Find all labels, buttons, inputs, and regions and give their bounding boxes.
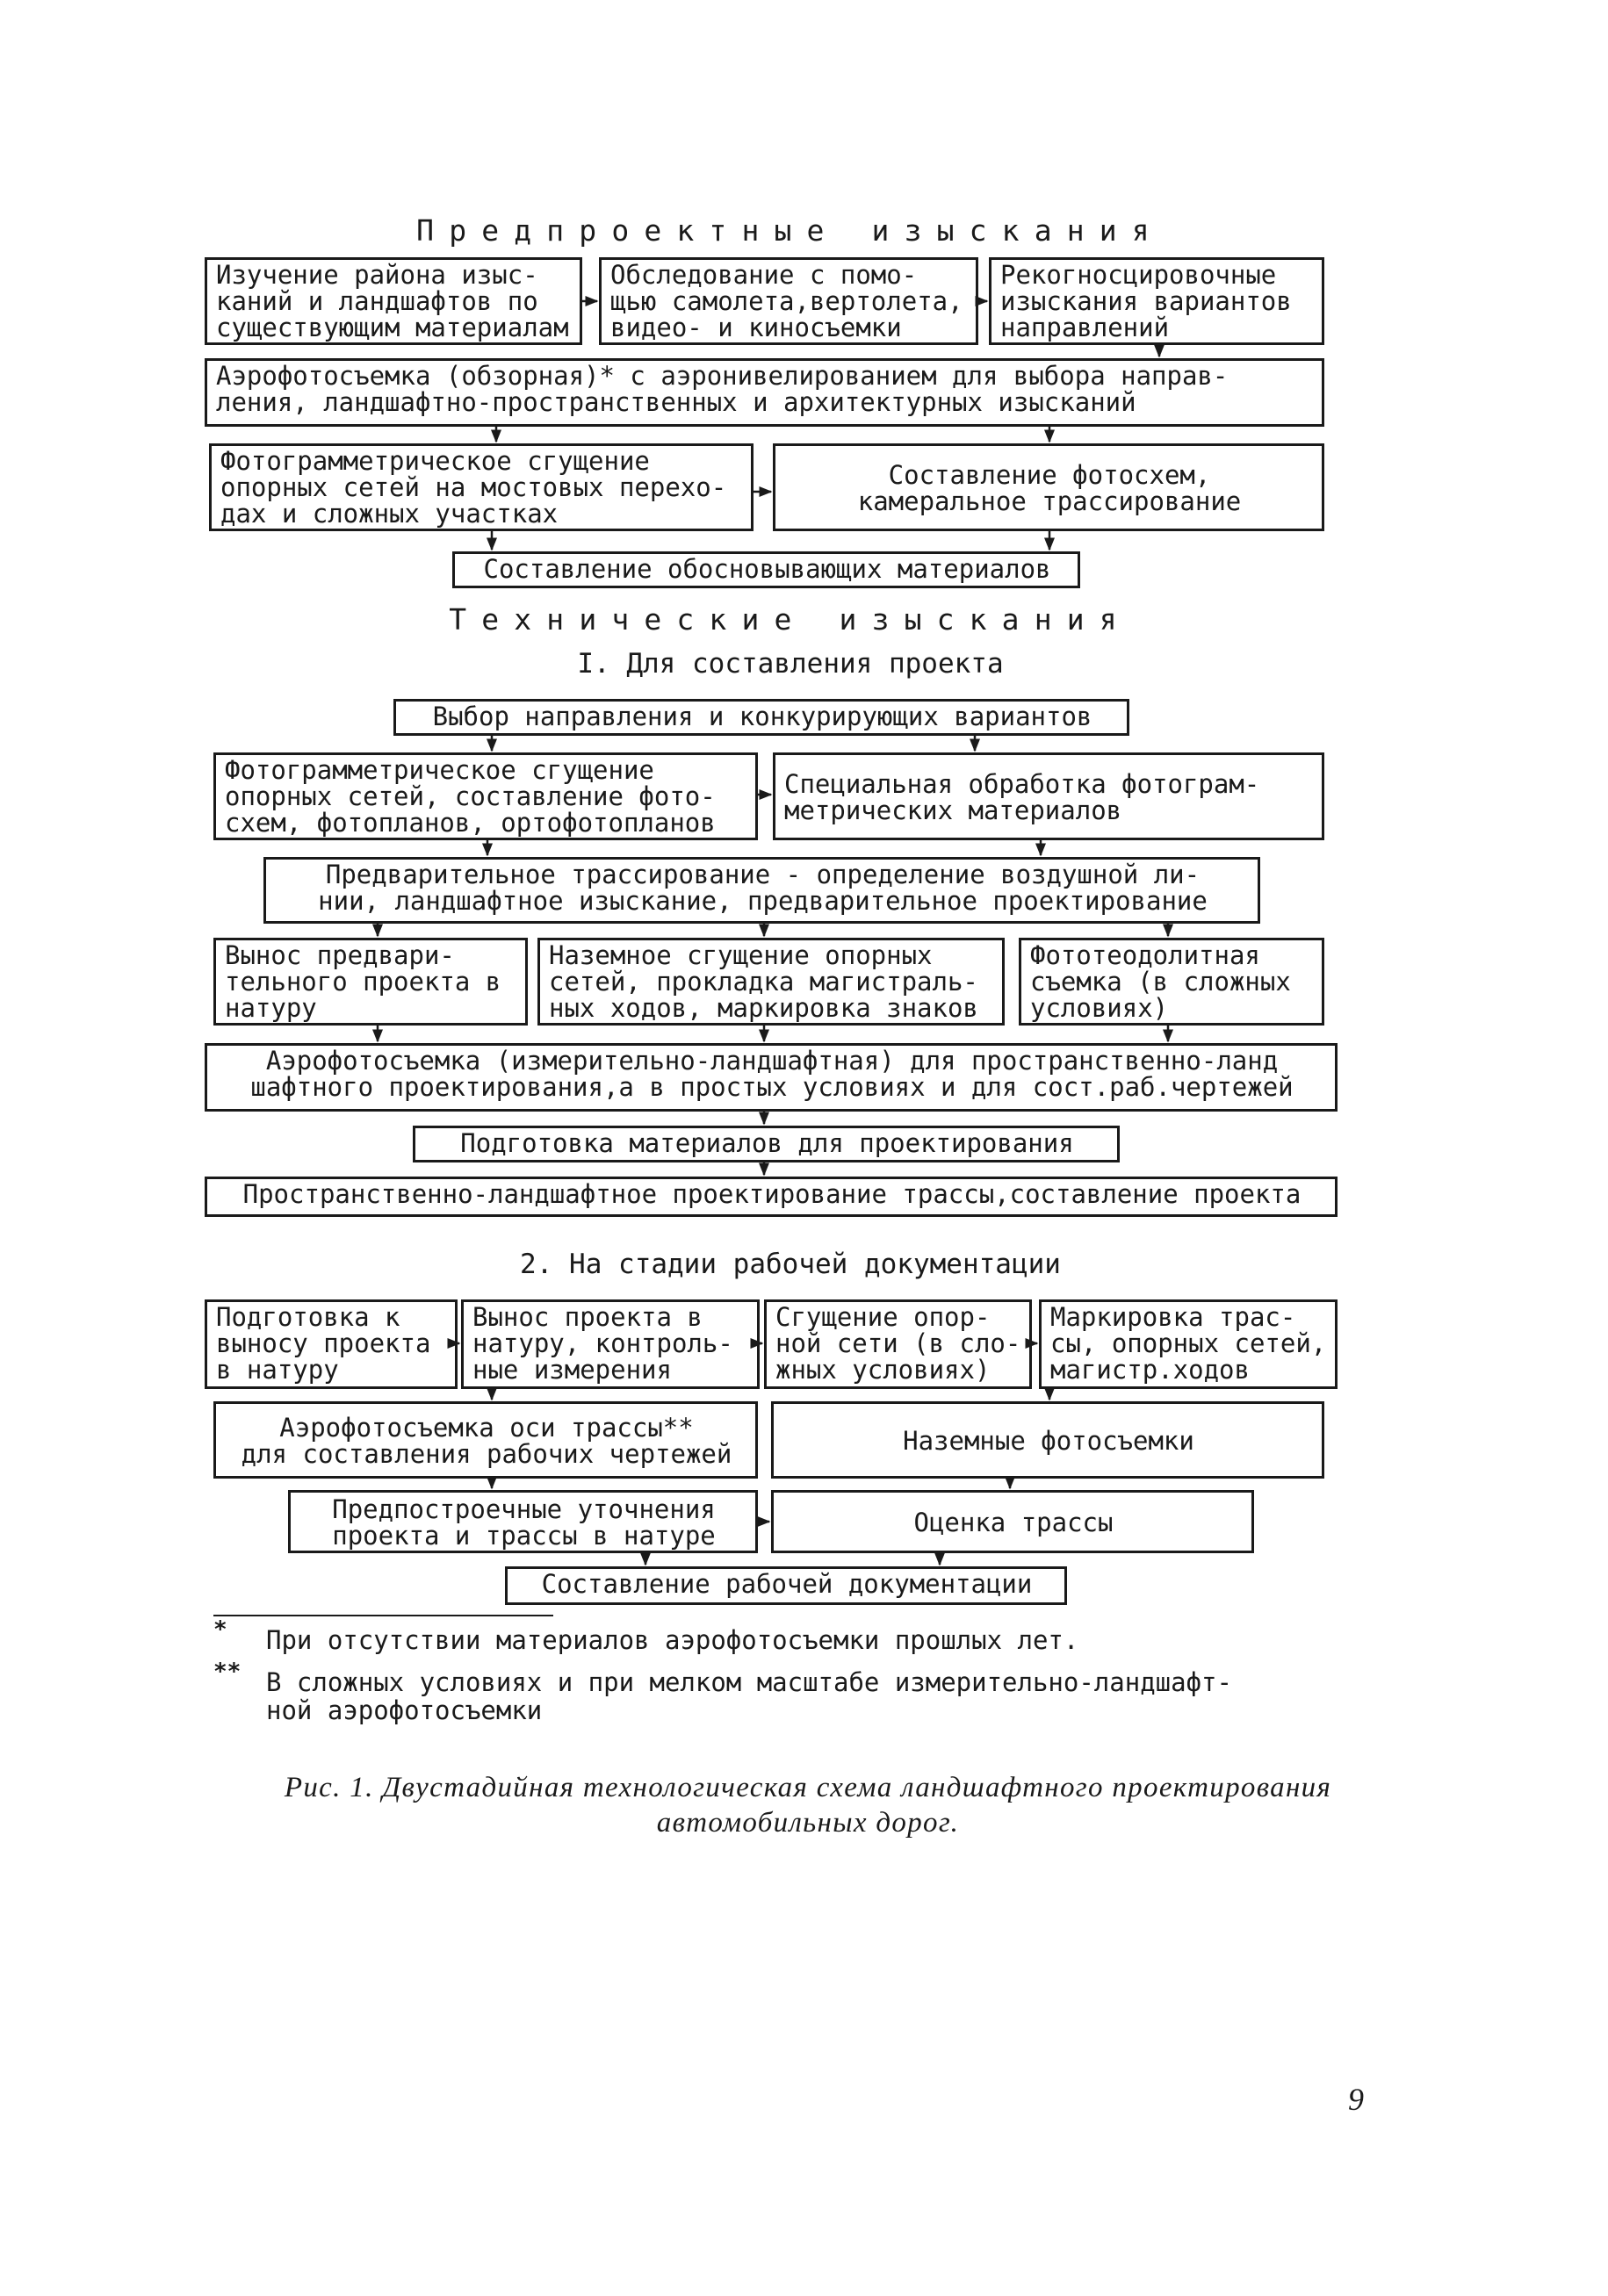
box-text-line: Подготовка материалов для проектирования [460, 1128, 1074, 1158]
box-text-line: направлений [1000, 313, 1170, 342]
box-text-line: Вынос предвари- [225, 940, 455, 970]
box-text-line: натуру, контроль- [472, 1328, 733, 1358]
box-justification-materials [452, 551, 1080, 588]
box-text-line: Наземные фотосъемки [903, 1426, 1194, 1456]
footnote-2-line1: В сложных условиях и при мелком масштабе измерительно-ландшафт- [266, 1667, 1232, 1697]
section-title-technical: Технические изыскания [449, 602, 1132, 637]
box-text-line: ления, ландшафтно-пространственных и архитектурных изысканий [216, 387, 1136, 417]
box-text-line: съемка (в сложных [1030, 967, 1291, 997]
footnote-2 [213, 1659, 1232, 1725]
page-number: 9 [1348, 2082, 1364, 2117]
box-photogrammetric-densification-2 [213, 752, 758, 840]
box-overview-aerophoto [205, 358, 1324, 427]
box-text-line: Специальная обработка фотограм- [784, 769, 1260, 799]
box-text-line: Аэрофотосъемка (измерительно-ландшафтная) для пространственно-ланд [265, 1046, 1279, 1076]
box-text-line: Пространственно-ландшафтное проектирование трассы,составление проекта [242, 1179, 1302, 1209]
box-text-line: дах и сложных участках [220, 499, 559, 529]
box-text-line: существующим материалам [216, 313, 569, 342]
footnote-2-line2: ной аэрофотосъемки [266, 1695, 543, 1725]
box-route-assessment [771, 1490, 1254, 1553]
box-text-line: тельного проекта в [225, 967, 501, 997]
box-text-line: Составление фотосхем, [888, 460, 1211, 490]
box-text-line: Фототеодолитная [1030, 940, 1260, 970]
box-photo-schemes [773, 443, 1324, 531]
box-special-processing [773, 752, 1324, 840]
box-preliminary-project-stakeout [213, 938, 528, 1026]
box-text-line: Сгущение опор- [775, 1302, 991, 1332]
footnote-2-mark: ** [213, 1659, 242, 1685]
box-text-line: сетей, прокладка магистраль- [549, 967, 978, 997]
box-text-line: магистр.ходов [1050, 1355, 1250, 1385]
box-aerial-survey [599, 257, 978, 345]
footnote-1-text: При отсутствии материалов аэрофотосъемки прошлых лет. [266, 1625, 1079, 1655]
box-text-line: Выбор направления и конкурирующих вариантов [432, 702, 1092, 731]
box-text-line: опорных сетей, составление фото- [225, 781, 716, 811]
box-text-line: Обследование с помо- [610, 260, 918, 290]
box-route-marking [1039, 1299, 1338, 1389]
box-reconnaissance [989, 257, 1324, 345]
figure-caption [193, 1770, 1423, 1840]
box-text-line: условиях) [1030, 993, 1169, 1023]
box-text-line: Предварительное трассирование - определение воздушной ли- [325, 860, 1201, 889]
box-text-line: опорных сетей на мостовых перехо- [220, 472, 727, 502]
box-text-line: камеральное трассирование [857, 486, 1242, 516]
box-working-documentation [505, 1566, 1067, 1605]
box-text-line: Оценка трассы [913, 1508, 1114, 1537]
box-stakeout-preparation [205, 1299, 458, 1389]
section-title-preproject: Предпроектные изыскания [416, 213, 1165, 248]
box-text-line: для составления рабочих чертежей [241, 1439, 732, 1469]
box-text-line: ной сети (в сло- [775, 1328, 1021, 1358]
box-measuring-aerophoto [205, 1043, 1338, 1112]
box-preconstruction-refinement [288, 1490, 758, 1553]
box-text-line: изыскания вариантов [1000, 286, 1292, 316]
box-text-line: Наземное сгущение опорных [549, 940, 933, 970]
box-text-line: сы, опорных сетей, [1050, 1328, 1327, 1358]
box-text-line: схем, фотопланов, ортофотопланов [225, 808, 716, 838]
box-text-line: шафтного проектирования,а в простых условиях и для сост.раб.чертежей [250, 1072, 1294, 1102]
footnote-1 [213, 1616, 1079, 1655]
box-text-line: щью самолета,вертолета, [610, 286, 963, 316]
subsection-title-project: I. Для составления проекта [577, 648, 1004, 680]
box-study-region [205, 257, 582, 345]
box-text-line: натуру [225, 993, 317, 1023]
figure-caption-line1: Рис. 1. Двустадийная технологическая схема ландшафтного проектирования [284, 1772, 1332, 1803]
box-photogrammetric-densification [209, 443, 754, 531]
figure-caption-line2: автомобильных дорог. [656, 1807, 960, 1839]
box-text-line: проекта и трассы в натуре [332, 1521, 716, 1551]
box-spatial-landscape-design [205, 1177, 1338, 1217]
box-text-line: метрических материалов [784, 795, 1122, 825]
box-text-line: Фотограмметрическое сгущение [225, 755, 654, 785]
box-text-line: выносу проекта [216, 1328, 431, 1358]
box-text-line: каний и ландшафтов по [216, 286, 538, 316]
box-text-line: Составление обосновывающих материалов [483, 554, 1051, 584]
box-text-line: Изучение района изыс- [216, 260, 538, 290]
box-text-line: ные измерения [472, 1355, 672, 1385]
box-choice-of-direction [393, 699, 1129, 736]
box-text-line: Подготовка к [216, 1302, 400, 1332]
box-text-line: Рекогносцировочные [1000, 260, 1277, 290]
subsection-title-working-docs: 2. На стадии рабочей документации [520, 1249, 1061, 1280]
box-text-line: Предпостроечные уточнения [332, 1494, 716, 1524]
box-material-preparation [413, 1126, 1120, 1162]
box-text-line: жных условиях) [775, 1355, 991, 1385]
box-text-line: Аэрофотосъемка (обзорная)* с аэронивелированием для выбора направ- [216, 361, 1229, 391]
box-text-line: Составление рабочей документации [541, 1569, 1033, 1599]
box-text-line: Вынос проекта в [472, 1302, 703, 1332]
box-text-line: видео- и киносъемки [610, 313, 902, 342]
box-text-line: Аэрофотосъемка оси трассы** [279, 1413, 694, 1443]
box-preliminary-routing [263, 857, 1260, 924]
box-ground-photo [771, 1401, 1324, 1479]
box-text-line: в натуру [216, 1355, 339, 1385]
box-text-line: Фотограмметрическое сгущение [220, 446, 650, 476]
box-text-line: Маркировка трас- [1050, 1302, 1296, 1332]
box-project-stakeout [461, 1299, 760, 1389]
box-ground-densification [537, 938, 1005, 1026]
box-network-densification [764, 1299, 1032, 1389]
footnote-1-mark: * [213, 1616, 227, 1643]
box-axis-aerophoto [213, 1401, 758, 1479]
box-text-line: нии, ландшафтное изыскание, предварительное проектирование [318, 886, 1208, 916]
box-phototheodolite-survey [1019, 938, 1324, 1026]
box-text-line: ных ходов, маркировка знаков [549, 993, 978, 1023]
